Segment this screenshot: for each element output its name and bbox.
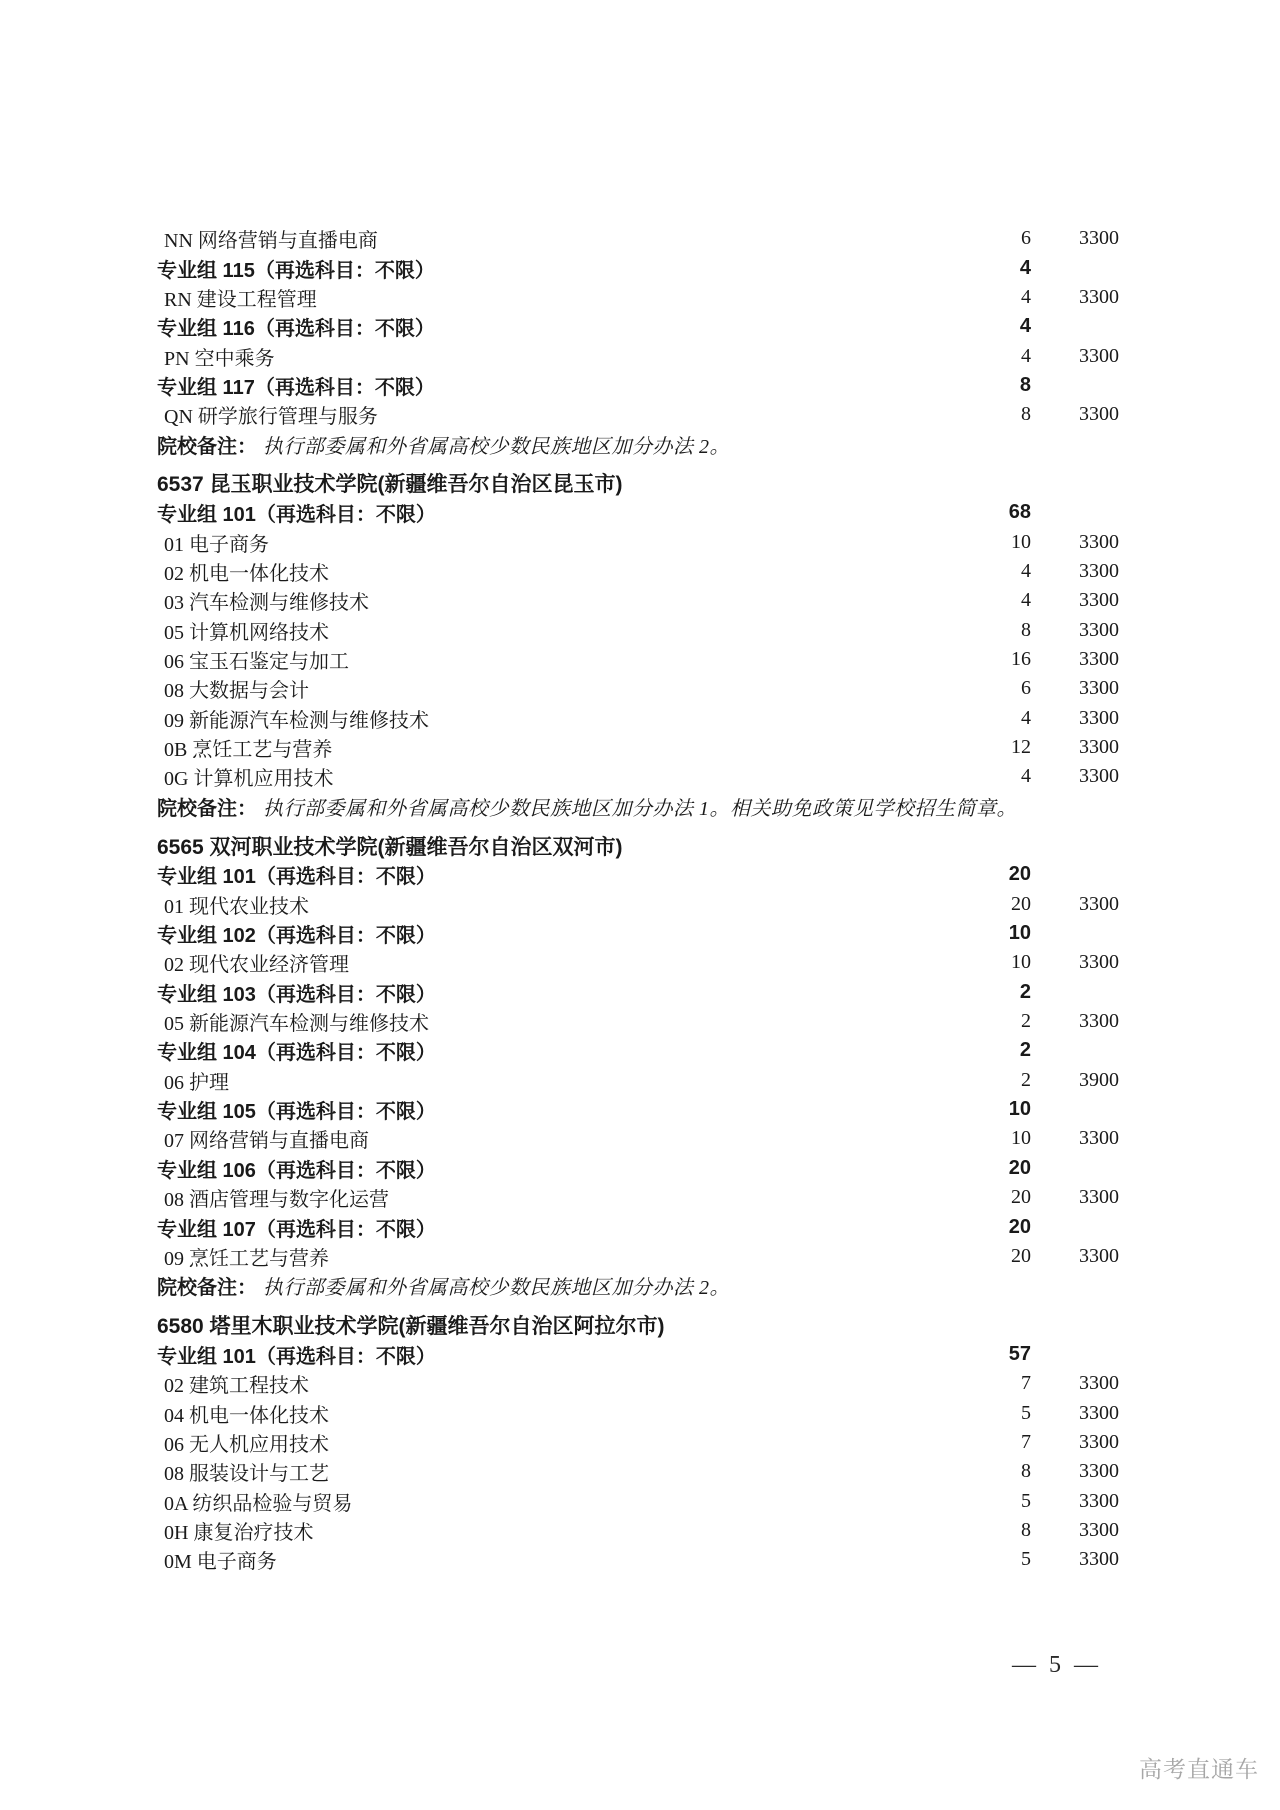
row-count: 10: [1008, 1098, 1031, 1121]
row-fee: 3300: [1079, 765, 1119, 788]
row-count: 4: [1021, 285, 1031, 308]
row-count: 8: [1021, 1460, 1031, 1483]
row-fee: 3300: [1079, 344, 1119, 367]
footer-dash-right: —: [1074, 1652, 1098, 1678]
note-label: 院校备注：: [157, 1277, 257, 1300]
major-row: [0, 1007, 1280, 1036]
note-text: 执行部委属和外省属高校少数民族地区加分办法 2。: [263, 435, 730, 458]
major-group-row: [0, 978, 1280, 1007]
major-row: [0, 586, 1280, 615]
row-label: NN 网络营销与直播电商: [164, 230, 378, 253]
row-label: 08 酒店管理与数字化运营: [164, 1189, 389, 1212]
note-row: [0, 429, 1280, 458]
major-row: [0, 615, 1280, 644]
row-fee: 3300: [1079, 706, 1119, 729]
row-label: 专业组 106（再选科目：不限）: [157, 1159, 436, 1182]
major-group-row: [0, 860, 1280, 889]
row-fee: 3300: [1079, 1460, 1119, 1483]
row-label: 0H 康复治疗技术: [164, 1521, 314, 1544]
major-group-row: [0, 498, 1280, 527]
major-row: [0, 733, 1280, 762]
major-row: [0, 400, 1280, 429]
row-label: 05 计算机网络技术: [164, 621, 329, 644]
major-group-row: [0, 312, 1280, 341]
row-fee: 3300: [1079, 530, 1119, 553]
major-row: [0, 224, 1280, 253]
row-count: 5: [1021, 1548, 1031, 1571]
school-header: [0, 831, 1280, 860]
school-section: [0, 469, 1280, 821]
row-label: RN 建设工程管理: [164, 288, 317, 311]
major-row: [0, 1398, 1280, 1427]
row-fee: 3300: [1079, 1244, 1119, 1267]
note-text: 执行部委属和外省属高校少数民族地区加分办法 2。: [263, 1277, 730, 1300]
major-row: [0, 1242, 1280, 1271]
row-fee: 3300: [1079, 618, 1119, 641]
major-row: [0, 1066, 1280, 1095]
school-header: [0, 1310, 1280, 1339]
row-label: 01 电子商务: [164, 533, 269, 556]
row-count: 8: [1019, 373, 1031, 396]
major-row: [0, 283, 1280, 312]
row-fee: 3300: [1079, 559, 1119, 582]
major-row: [0, 762, 1280, 791]
major-row: [0, 890, 1280, 919]
row-label: 专业组 102（再选科目：不限）: [157, 925, 436, 948]
note-row: [0, 792, 1280, 821]
row-label: 02 建筑工程技术: [164, 1375, 309, 1398]
major-row: [0, 645, 1280, 674]
major-group-row: [0, 1095, 1280, 1124]
row-label: 0G 计算机应用技术: [164, 768, 334, 791]
note-label: 院校备注：: [157, 435, 257, 458]
row-fee: 3300: [1079, 736, 1119, 759]
major-row: [0, 1545, 1280, 1574]
row-label: 专业组 107（再选科目：不限）: [157, 1218, 436, 1241]
major-group-row: [0, 1212, 1280, 1241]
major-row: [0, 1516, 1280, 1545]
row-count: 10: [1011, 530, 1031, 553]
major-row: [0, 1183, 1280, 1212]
school-name: 6565 双河职业技术学院(新疆维吾尔自治区双河市): [157, 835, 623, 859]
row-label: 专业组 101（再选科目：不限）: [157, 866, 436, 889]
row-count: 7: [1021, 1372, 1031, 1395]
major-group-row: [0, 1340, 1280, 1369]
major-row: [0, 674, 1280, 703]
row-fee: 3300: [1079, 1127, 1119, 1150]
row-fee: 3300: [1079, 1401, 1119, 1424]
row-count: 16: [1011, 647, 1031, 670]
row-count: 20: [1011, 1186, 1031, 1209]
major-row: [0, 1124, 1280, 1153]
row-count: 8: [1021, 1518, 1031, 1541]
row-fee: 3300: [1079, 677, 1119, 700]
row-label: 06 无人机应用技术: [164, 1433, 329, 1456]
row-label: 03 汽车检测与维修技术: [164, 592, 369, 615]
row-count: 2: [1019, 1039, 1031, 1062]
major-row: [0, 1457, 1280, 1486]
row-count: 4: [1021, 765, 1031, 788]
row-count: 20: [1008, 1215, 1031, 1238]
page-footer: [1012, 1652, 1098, 1679]
row-count: 6: [1021, 677, 1031, 700]
row-fee: 3300: [1079, 1430, 1119, 1453]
school-section: [0, 224, 1280, 459]
doc-body: [0, 224, 1280, 1574]
row-fee: 3300: [1079, 892, 1119, 915]
row-label: 05 新能源汽车检测与维修技术: [164, 1013, 429, 1036]
school-header: [0, 469, 1280, 498]
row-fee: 3300: [1079, 403, 1119, 426]
major-row: [0, 527, 1280, 556]
row-label: 08 大数据与会计: [164, 680, 309, 703]
note-label: 院校备注：: [157, 797, 257, 820]
row-count: 20: [1011, 892, 1031, 915]
row-label: 02 机电一体化技术: [164, 562, 329, 585]
major-row: [0, 1428, 1280, 1457]
row-fee: 3300: [1079, 647, 1119, 670]
major-row: [0, 704, 1280, 733]
row-label: 专业组 115（再选科目：不限）: [157, 259, 435, 282]
row-count: 12: [1011, 736, 1031, 759]
row-fee: 3300: [1079, 227, 1119, 250]
row-fee: 3300: [1079, 1518, 1119, 1541]
row-count: 68: [1008, 501, 1031, 524]
row-label: 06 护理: [164, 1071, 229, 1094]
row-count: 20: [1011, 1244, 1031, 1267]
footer-dash-left: —: [1012, 1652, 1036, 1678]
row-label: PN 空中乘务: [164, 347, 275, 370]
row-label: 04 机电一体化技术: [164, 1404, 329, 1427]
school-name: 6580 塔里木职业技术学院(新疆维吾尔自治区阿拉尔市): [157, 1315, 665, 1339]
row-label: 09 烹饪工艺与营养: [164, 1247, 329, 1270]
row-count: 2: [1021, 1068, 1031, 1091]
watermark: 高考直通车: [1139, 1756, 1259, 1782]
row-label: 02 现代农业经济管理: [164, 954, 349, 977]
row-count: 8: [1021, 403, 1031, 426]
row-label: 0M 电子商务: [164, 1551, 277, 1574]
row-label: 08 服装设计与工艺: [164, 1463, 329, 1486]
major-row: [0, 557, 1280, 586]
row-fee: 3300: [1079, 951, 1119, 974]
row-label: 专业组 101（再选科目：不限）: [157, 504, 436, 527]
row-fee: 3300: [1079, 1372, 1119, 1395]
row-count: 10: [1011, 951, 1031, 974]
school-section: [0, 1310, 1280, 1574]
row-count: 10: [1008, 922, 1031, 945]
row-fee: 3300: [1079, 1186, 1119, 1209]
row-label: 专业组 104（再选科目：不限）: [157, 1042, 436, 1065]
row-fee: 3300: [1079, 285, 1119, 308]
major-group-row: [0, 1036, 1280, 1065]
major-group-row: [0, 371, 1280, 400]
row-label: 06 宝玉石鉴定与加工: [164, 650, 349, 673]
row-count: 5: [1021, 1489, 1031, 1512]
row-count: 20: [1008, 1156, 1031, 1179]
row-count: 20: [1008, 863, 1031, 886]
row-count: 4: [1019, 315, 1031, 338]
row-label: 专业组 101（再选科目：不限）: [157, 1345, 436, 1368]
major-row: [0, 948, 1280, 977]
row-count: 4: [1019, 256, 1031, 279]
major-row: [0, 341, 1280, 370]
row-fee: 3300: [1079, 1548, 1119, 1571]
row-fee: 3300: [1079, 1010, 1119, 1033]
row-label: 09 新能源汽车检测与维修技术: [164, 709, 429, 732]
row-label: 专业组 105（再选科目：不限）: [157, 1101, 436, 1124]
row-label: 01 现代农业技术: [164, 895, 309, 918]
major-group-row: [0, 253, 1280, 282]
major-group-row: [0, 1154, 1280, 1183]
row-count: 4: [1021, 589, 1031, 612]
row-label: 专业组 116（再选科目：不限）: [157, 318, 435, 341]
row-fee: 3300: [1079, 589, 1119, 612]
major-row: [0, 1486, 1280, 1515]
row-label: 0B 烹饪工艺与营养: [164, 739, 333, 762]
major-group-row: [0, 919, 1280, 948]
row-count: 7: [1021, 1430, 1031, 1453]
row-fee: 3900: [1079, 1068, 1119, 1091]
row-label: 专业组 117（再选科目：不限）: [157, 376, 435, 399]
row-count: 5: [1021, 1401, 1031, 1424]
note-row: [0, 1271, 1280, 1300]
note-text: 执行部委属和外省属高校少数民族地区加分办法 1。相关助免政策见学校招生简章。: [263, 797, 1017, 820]
row-label: 07 网络营销与直播电商: [164, 1130, 369, 1153]
school-name: 6537 昆玉职业技术学院(新疆维吾尔自治区昆玉市): [157, 473, 623, 497]
row-count: 4: [1021, 344, 1031, 367]
major-row: [0, 1369, 1280, 1398]
page-number: 5: [1049, 1652, 1061, 1678]
row-count: 10: [1011, 1127, 1031, 1150]
row-count: 2: [1019, 980, 1031, 1003]
row-count: 57: [1008, 1342, 1031, 1365]
row-count: 4: [1021, 706, 1031, 729]
row-label: QN 研学旅行管理与服务: [164, 406, 378, 429]
row-count: 8: [1021, 618, 1031, 641]
row-fee: 3300: [1079, 1489, 1119, 1512]
row-count: 2: [1021, 1010, 1031, 1033]
row-count: 6: [1021, 227, 1031, 250]
school-section: [0, 831, 1280, 1301]
row-label: 0A 纺织品检验与贸易: [164, 1492, 353, 1515]
row-label: 专业组 103（再选科目：不限）: [157, 983, 436, 1006]
row-count: 4: [1021, 559, 1031, 582]
